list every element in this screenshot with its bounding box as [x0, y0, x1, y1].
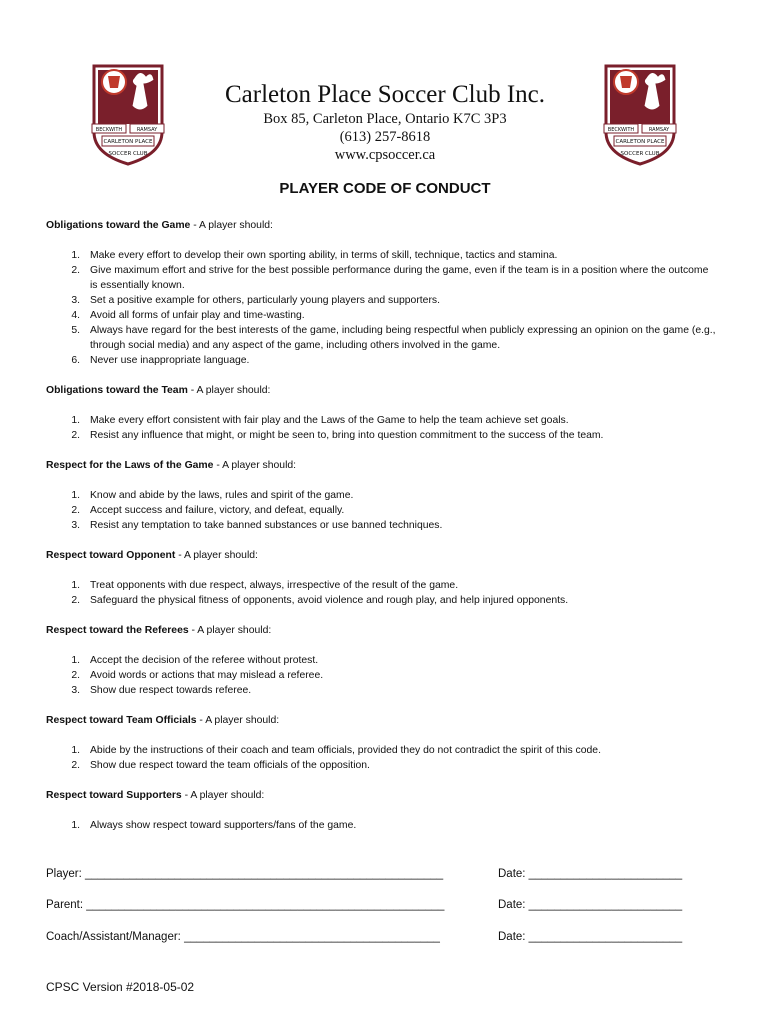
list-item-number: 3. [71, 685, 80, 696]
list-item [46, 758, 716, 773]
org-website: www.cpsoccer.ca [334, 147, 436, 163]
list-item [46, 818, 716, 833]
svg-text:SOCCER CLUB: SOCCER CLUB [620, 151, 660, 157]
org-phone: (613) 257-8618 [339, 129, 431, 145]
list-item-number: 4. [71, 310, 80, 321]
svg-text:BECKWITH: BECKWITH [95, 127, 123, 133]
section-list [46, 578, 716, 608]
org-address: Box 85, Carleton Place, Ontario K7C 3P3 [263, 111, 507, 127]
svg-text:BECKWITH: BECKWITH [607, 127, 635, 133]
list-item [46, 518, 716, 533]
svg-text:CARLETON PLACE: CARLETON PLACE [615, 139, 665, 145]
list-item-text: Treat opponents with due respect, always, irrespective of the result of the game. [90, 580, 459, 591]
section-list [46, 743, 716, 773]
list-item-number: 1. [71, 745, 80, 756]
club-logo-left [88, 62, 168, 166]
list-item-text: Make every effort consistent with fair play and the Laws of the Game to help the team achieve set goals. [90, 415, 569, 426]
section-heading-suffix: - A player should: [188, 625, 272, 636]
list-item-number: 6. [71, 355, 80, 366]
section-heading-title: Respect toward Opponent [46, 550, 176, 561]
parent-signature-line[interactable]: Parent: ________________________________________________________ [46, 899, 445, 911]
list-item-text: Safeguard the physical fitness of opponents, avoid violence and rough play, and help injured opponents. [90, 595, 569, 606]
section-heading-title: Respect for the Laws of the Game [46, 460, 214, 471]
list-item-number: 1. [71, 655, 80, 666]
list-item-text: Resist any temptation to take banned substances or use banned techniques. [90, 520, 443, 531]
list-item [46, 743, 716, 758]
svg-text:SOCCER CLUB: SOCCER CLUB [108, 151, 148, 157]
section-heading [46, 458, 716, 473]
list-item-number: 3. [71, 520, 80, 531]
org-name: Carleton Place Soccer Club Inc. [224, 81, 546, 108]
code-of-conduct-body [46, 218, 716, 848]
section-heading-title: Obligations toward the Game [46, 220, 191, 231]
list-item-number: 1. [71, 415, 80, 426]
list-item [46, 683, 716, 698]
list-item [46, 593, 716, 608]
player-date-line[interactable]: Date: ________________________ [498, 868, 683, 880]
list-item-number: 2. [71, 595, 80, 606]
list-item-text: Set a positive example for others, particularly young players and supporters. [90, 295, 440, 306]
version-footer: CPSC Version #2018-05-02 [46, 980, 195, 994]
list-item-number: 1. [71, 580, 80, 591]
list-item [46, 668, 716, 683]
list-item-text: Resist any influence that might, or might be seen to, bring into question commitment to the success of the team. [90, 430, 604, 441]
list-item-text: Show due respect toward the team officials of the opposition. [90, 760, 370, 771]
section-heading [46, 548, 716, 563]
coach-signature-line[interactable]: Coach/Assistant/Manager: ________________________________________ [46, 931, 440, 943]
section-heading [46, 788, 716, 803]
svg-text:RAMSAY: RAMSAY [648, 127, 670, 133]
list-item [46, 653, 716, 668]
list-item-text: Make every effort to develop their own sporting ability, in terms of skill, technique, tactics and stamina. [90, 250, 558, 261]
section-heading-suffix: - A player should: [196, 715, 280, 726]
list-item-text: Avoid all forms of unfair play and time-wasting. [90, 310, 305, 321]
list-item [46, 503, 716, 518]
list-item [46, 293, 716, 308]
list-item-number: 2. [71, 670, 80, 681]
letterhead [180, 80, 590, 164]
section-list [46, 653, 716, 698]
list-item [46, 323, 716, 353]
list-item-text: Accept the decision of the referee without protest. [90, 655, 319, 666]
list-item-text: Know and abide by the laws, rules and spirit of the game. [90, 490, 354, 501]
section-heading-suffix: - A player should: [187, 385, 271, 396]
list-item [46, 248, 716, 263]
section-heading-suffix: - A player should: [190, 220, 273, 231]
section-heading-title: Respect toward Supporters [46, 790, 182, 801]
section-heading [46, 383, 716, 398]
list-item-number: 2. [71, 505, 80, 516]
section-heading [46, 623, 716, 638]
list-item [46, 353, 716, 368]
list-item-number: 2. [71, 760, 80, 771]
list-item [46, 308, 716, 323]
svg-text:RAMSAY: RAMSAY [136, 127, 158, 133]
club-logo-right [600, 62, 680, 166]
section-list [46, 818, 716, 833]
player-signature-line[interactable]: Player: ________________________________________________________ [46, 868, 444, 880]
section-heading-title: Obligations toward the Team [46, 385, 188, 396]
list-item-number: 2. [71, 430, 80, 441]
list-item-number: 1. [71, 820, 80, 831]
list-item-text: Give maximum effort and strive for the best possible performance during the game, even if the team is in a position where the outcome is essentially known. [90, 265, 709, 291]
list-item [46, 263, 716, 293]
section-list [46, 488, 716, 533]
list-item-text: Abide by the instructions of their coach and team officials, provided they do not contradict the spirit of this code. [90, 745, 601, 756]
list-item-text: Always have regard for the best interests of the game, including being respectful when publicly expressing an opinion on the game (e.g., through social media) and any aspect of the game, including others involved in the game. [90, 325, 716, 351]
list-item-text: Never use inappropriate language. [90, 355, 250, 366]
svg-text:CARLETON PLACE: CARLETON PLACE [103, 139, 153, 145]
list-item-number: 1. [71, 490, 80, 501]
section-heading-title: Respect toward Team Officials [46, 715, 197, 726]
list-item [46, 428, 716, 443]
list-item-number: 2. [71, 265, 80, 276]
section-heading [46, 218, 716, 233]
section-heading [46, 713, 716, 728]
list-item-number: 3. [71, 295, 80, 306]
list-item-text: Show due respect towards referee. [90, 685, 252, 696]
list-item [46, 413, 716, 428]
section-list [46, 248, 716, 368]
list-item-text: Accept success and failure, victory, and defeat, equally. [90, 505, 345, 516]
section-heading-suffix: - A player should: [175, 550, 258, 561]
list-item [46, 578, 716, 593]
section-list [46, 413, 716, 443]
document-title: PLAYER CODE OF CONDUCT [279, 180, 491, 197]
coach-date-line[interactable]: Date: ________________________ [498, 931, 683, 943]
parent-date-line[interactable]: Date: ________________________ [498, 899, 683, 911]
section-heading-title: Respect toward the Referees [46, 625, 189, 636]
list-item [46, 488, 716, 503]
list-item-number: 5. [71, 325, 80, 336]
list-item-text: Always show respect toward supporters/fans of the game. [90, 820, 357, 831]
list-item-number: 1. [71, 250, 80, 261]
section-heading-suffix: - A player should: [213, 460, 297, 471]
section-heading-suffix: - A player should: [181, 790, 265, 801]
list-item-text: Avoid words or actions that may mislead a referee. [90, 670, 324, 681]
